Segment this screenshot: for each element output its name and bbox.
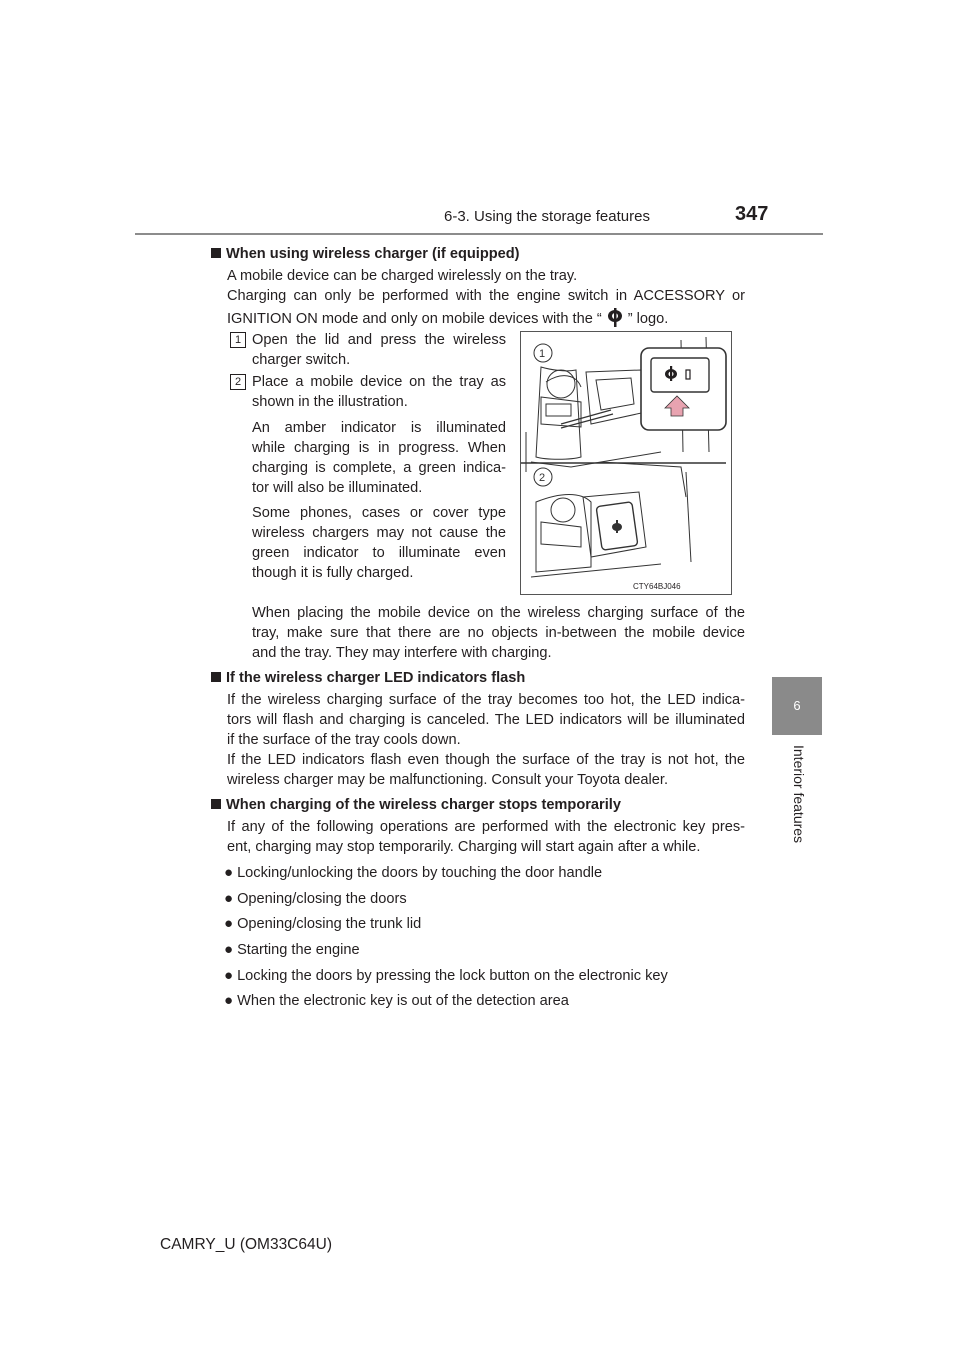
heading-text: When using wireless charger (if equipped) — [226, 246, 520, 262]
section-heading-charging-stops — [211, 795, 621, 816]
paragraph-line: tors will flash and charging is canceled. The LED indicators will be illuminated — [227, 712, 745, 728]
logo-line-prefix: IGNITION ON mode and only on mobile devices with the “ — [227, 311, 602, 327]
paragraph-line: if the surface of the tray cools down. — [227, 732, 461, 748]
step-2-text: Place a mobile device on the tray as — [252, 374, 506, 390]
illustration-drawing — [521, 332, 731, 594]
paragraph-line: If the wireless charging surface of the tray becomes too hot, the LED indica- — [227, 692, 745, 708]
paragraph-line — [227, 306, 668, 330]
chapter-tab: 6 — [772, 677, 822, 735]
list-item-text: Locking/unlocking the doors by touching the door handle — [237, 865, 603, 881]
note-line: while charging is in progress. When — [252, 440, 506, 456]
chapter-title: Interior features — [791, 745, 807, 844]
paragraph-line: If the LED indicators flash even though the surface of the tray is not hot, the — [227, 752, 745, 768]
step-number-1: 1 — [230, 332, 246, 348]
footer-model: CAMRY_U (OM33C64U) — [160, 1236, 332, 1253]
note-line: charging is complete, a green indica- — [252, 460, 506, 476]
heading-text: When charging of the wireless charger stops temporarily — [226, 797, 621, 813]
bullet-dot-icon: ● — [224, 967, 234, 984]
note-line: Some phones, cases or cover type — [252, 505, 506, 521]
list-item — [224, 939, 360, 961]
step-1-text: charger switch. — [252, 352, 351, 368]
header-divider — [135, 233, 823, 235]
list-item-text: Locking the doors by pressing the lock button on the electronic key — [237, 968, 668, 984]
tray-charge-logo-icon — [612, 520, 622, 533]
bullet-dot-icon: ● — [224, 864, 234, 881]
bullet-dot-icon: ● — [224, 941, 234, 958]
step-2-text: shown in the illustration. — [252, 394, 408, 410]
list-item-text: When the electronic key is out of the detection area — [237, 993, 569, 1009]
list-item — [224, 990, 569, 1012]
list-item — [224, 862, 602, 884]
step-1-text: Open the lid and press the wireless — [252, 332, 506, 348]
paragraph-line: A mobile device can be charged wirelessly on the tray. — [227, 268, 578, 284]
logo-line-suffix: ” logo. — [627, 311, 669, 327]
section-title: 6-3. Using the storage features — [444, 208, 650, 225]
note-line: tray, make sure that there are no objects in-between the mobile device — [252, 625, 745, 641]
list-item — [224, 965, 668, 987]
figure-label-1: 1 — [539, 348, 546, 360]
note-line: though it is fully charged. — [252, 565, 414, 581]
paragraph-line: If any of the following operations are performed with the electronic key pres- — [227, 819, 745, 835]
list-item — [224, 888, 407, 910]
square-bullet-icon — [211, 672, 221, 682]
list-item-text: Starting the engine — [237, 942, 360, 958]
section-heading-wireless-charger — [211, 244, 520, 265]
figure-code: CTY64BJ046 — [633, 582, 681, 591]
wireless-charge-logo-icon — [604, 306, 626, 328]
note-line: tor will also be illuminated. — [252, 480, 423, 496]
bullet-dot-icon: ● — [224, 915, 234, 932]
note-line: green indicator to illuminate even — [252, 545, 506, 561]
paragraph-line: Charging can only be performed with the engine switch in ACCESSORY or — [227, 288, 745, 304]
illustration-wireless-charger — [520, 331, 732, 595]
step-number-2: 2 — [230, 374, 246, 390]
square-bullet-icon — [211, 248, 221, 258]
heading-text: If the wireless charger LED indicators flash — [226, 670, 526, 686]
square-bullet-icon — [211, 799, 221, 809]
bullet-dot-icon: ● — [224, 992, 234, 1009]
list-item-text: Opening/closing the trunk lid — [237, 916, 422, 932]
page-number: 347 — [735, 203, 769, 225]
note-line: wireless chargers may not cause the — [252, 525, 506, 541]
note-line: When placing the mobile device on the wireless charging surface of the — [252, 605, 745, 621]
note-line: An amber indicator is illuminated — [252, 420, 506, 436]
note-line: and the tray. They may interfere with charging. — [252, 645, 552, 661]
figure-label-2: 2 — [539, 472, 546, 484]
list-item — [224, 913, 421, 935]
list-item-text: Opening/closing the doors — [237, 891, 407, 907]
section-heading-led-flash — [211, 668, 525, 689]
bullet-dot-icon: ● — [224, 890, 234, 907]
paragraph-line: wireless charger may be malfunctioning. Consult your Toyota dealer. — [227, 772, 669, 788]
paragraph-line: ent, charging may stop temporarily. Charging will start again after a while. — [227, 839, 701, 855]
